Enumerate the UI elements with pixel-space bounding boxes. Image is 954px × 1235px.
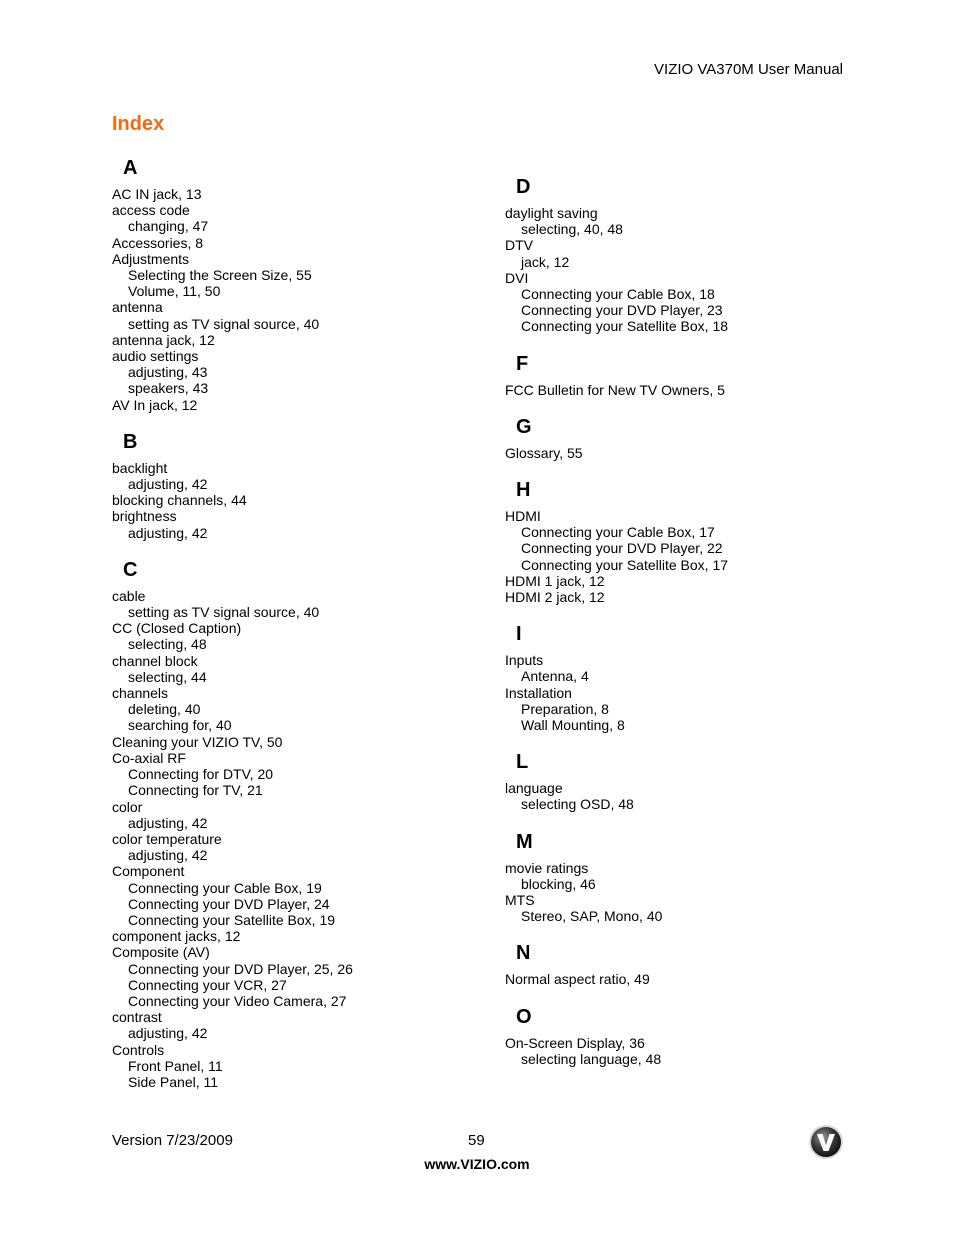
index-subentry: Connecting your DVD Player, 22 [521, 540, 723, 557]
index-entry: movie ratings [505, 859, 589, 876]
index-subentry: Side Panel, 11 [128, 1073, 219, 1090]
index-subentry: Connecting your Cable Box, 19 [128, 879, 322, 896]
section-letter-heading: G [516, 415, 532, 438]
index-subentry: Front Panel, 11 [128, 1057, 223, 1074]
index-entry: AC IN jack, 13 [112, 186, 202, 202]
index-subentry: Connecting your Cable Box, 17 [521, 524, 715, 541]
index-subentry: Connecting for TV, 21 [128, 782, 263, 799]
index-subentry: Connecting your Satellite Box, 17 [521, 556, 729, 573]
vizio-v-logo-icon [808, 1124, 844, 1160]
index-entry: FCC Bulletin for New TV Owners, 5 [505, 381, 725, 398]
index-entry: Glossary, 55 [505, 444, 583, 461]
index-entry: brightness [112, 508, 177, 525]
index-entry: cable [112, 587, 146, 604]
footer-version: Version 7/23/2009 [112, 1132, 233, 1149]
index-subentry: jack, 12 [521, 253, 570, 270]
index-subentry: adjusting, 42 [128, 476, 208, 493]
section-letter-heading: F [516, 352, 529, 375]
section-letter-heading: D [516, 176, 531, 198]
index-entry: channel block [112, 652, 198, 669]
index-subentry: Connecting your VCR, 27 [128, 976, 287, 993]
index-subentry: Preparation, 8 [521, 700, 609, 717]
index-subentry: Stereo, SAP, Mono, 40 [521, 908, 663, 925]
index-subentry: adjusting, 43 [128, 364, 208, 381]
index-subentry: Selecting the Screen Size, 55 [128, 267, 312, 284]
index-section-a [112, 156, 472, 413]
index-subentry: selecting, 48 [128, 636, 207, 653]
index-entry: Inputs [505, 652, 544, 669]
index-subentry: Volume, 11, 50 [128, 283, 221, 300]
index-subentry: Connecting your Cable Box, 18 [521, 286, 715, 303]
index-subentry: Connecting your Satellite Box, 19 [128, 911, 336, 928]
section-letter-heading: I [516, 623, 522, 646]
index-entry: Accessories, 8 [112, 234, 204, 251]
index-column-left [112, 156, 472, 1107]
index-subentry: deleting, 40 [128, 701, 201, 718]
index-entry: antenna jack, 12 [112, 331, 215, 348]
index-subentry: selecting, 44 [128, 668, 207, 685]
index-subentry: adjusting, 42 [128, 1025, 208, 1042]
section-letter-heading: N [516, 942, 531, 965]
index-entry: language [505, 780, 563, 797]
index-subentry: Connecting your Video Camera, 27 [128, 992, 347, 1009]
header-manual-title: VIZIO VA370M User Manual [654, 61, 843, 78]
index-entry: Adjustments [112, 250, 190, 267]
index-entry: MTS [505, 892, 535, 909]
section-letter-heading: L [516, 751, 529, 774]
index-section-f [505, 352, 865, 398]
index-entry: access code [112, 202, 190, 219]
index-section-g [505, 415, 865, 461]
index-entry: Component [112, 863, 185, 880]
footer-page-number: 59 [468, 1132, 485, 1149]
section-letter-heading: A [123, 157, 138, 179]
index-section-m [505, 830, 865, 925]
index-subentry: speakers, 43 [128, 380, 209, 397]
index-subentry: changing, 47 [128, 218, 209, 235]
index-section-i [505, 622, 865, 733]
index-entry: Co-axial RF [112, 749, 186, 766]
index-entry: Cleaning your VIZIO TV, 50 [112, 733, 283, 750]
index-entry: color [112, 798, 143, 815]
index-entry: AV In jack, 12 [112, 396, 198, 413]
index-section-b [112, 430, 472, 541]
index-subentry: Connecting for DTV, 20 [128, 766, 274, 783]
index-entry: contrast [112, 1009, 162, 1026]
index-entry: On-Screen Display, 36 [505, 1034, 645, 1051]
index-subentry: Antenna, 4 [521, 668, 589, 685]
section-letter-heading: H [516, 479, 531, 502]
index-subentry: adjusting, 42 [128, 847, 208, 864]
index-subentry: selecting OSD, 48 [521, 796, 634, 813]
index-entry: channels [112, 685, 169, 702]
index-subentry: selecting language, 48 [521, 1050, 662, 1067]
index-entry: DVI [505, 269, 529, 286]
index-entry: backlight [112, 459, 168, 476]
footer-url: www.VIZIO.com [424, 1156, 530, 1172]
index-entry: DTV [505, 237, 533, 254]
section-letter-heading: M [516, 830, 533, 853]
index-subentry: Connecting your DVD Player, 23 [521, 302, 723, 319]
index-subentry: selecting, 40, 48 [521, 221, 623, 238]
index-column-right [505, 175, 865, 1084]
index-section-n [505, 941, 865, 987]
index-subentry: Connecting your Satellite Box, 18 [521, 318, 729, 335]
index-subentry: Connecting your DVD Player, 24 [128, 895, 330, 912]
index-section-h [505, 478, 865, 605]
index-section-d [505, 175, 865, 335]
index-entry: Composite (AV) [112, 944, 210, 961]
section-letter-heading: B [123, 430, 138, 453]
index-subentry: Wall Mounting, 8 [521, 717, 625, 734]
index-subentry: setting as TV signal source, 40 [128, 315, 320, 332]
index-entry: HDMI 2 jack, 12 [505, 589, 605, 606]
section-letter-heading: O [516, 1005, 532, 1028]
index-entry: CC (Closed Caption) [112, 620, 242, 637]
index-entry: Controls [112, 1041, 165, 1058]
index-entry: color temperature [112, 830, 222, 847]
index-entry: blocking channels, 44 [112, 492, 247, 509]
index-entry: daylight saving [505, 205, 598, 221]
index-entry: audio settings [112, 348, 199, 365]
index-subentry: setting as TV signal source, 40 [128, 604, 320, 621]
index-entry: Installation [505, 684, 572, 701]
index-section-l [505, 750, 865, 812]
index-section-o [505, 1005, 865, 1067]
index-entry: antenna [112, 299, 163, 316]
index-entry: HDMI 1 jack, 12 [505, 572, 605, 589]
section-letter-heading: C [123, 558, 138, 581]
index-entry: component jacks, 12 [112, 928, 241, 945]
index-section-c [112, 558, 472, 1090]
index-entry: HDMI [505, 508, 541, 525]
index-subentry: adjusting, 42 [128, 814, 208, 831]
index-subentry: blocking, 46 [521, 875, 596, 892]
index-subentry: Connecting your DVD Player, 25, 26 [128, 960, 353, 977]
page-title: Index [112, 113, 165, 135]
index-subentry: adjusting, 42 [128, 524, 208, 541]
index-entry: Normal aspect ratio, 49 [505, 971, 650, 988]
index-subentry: searching for, 40 [128, 717, 232, 734]
